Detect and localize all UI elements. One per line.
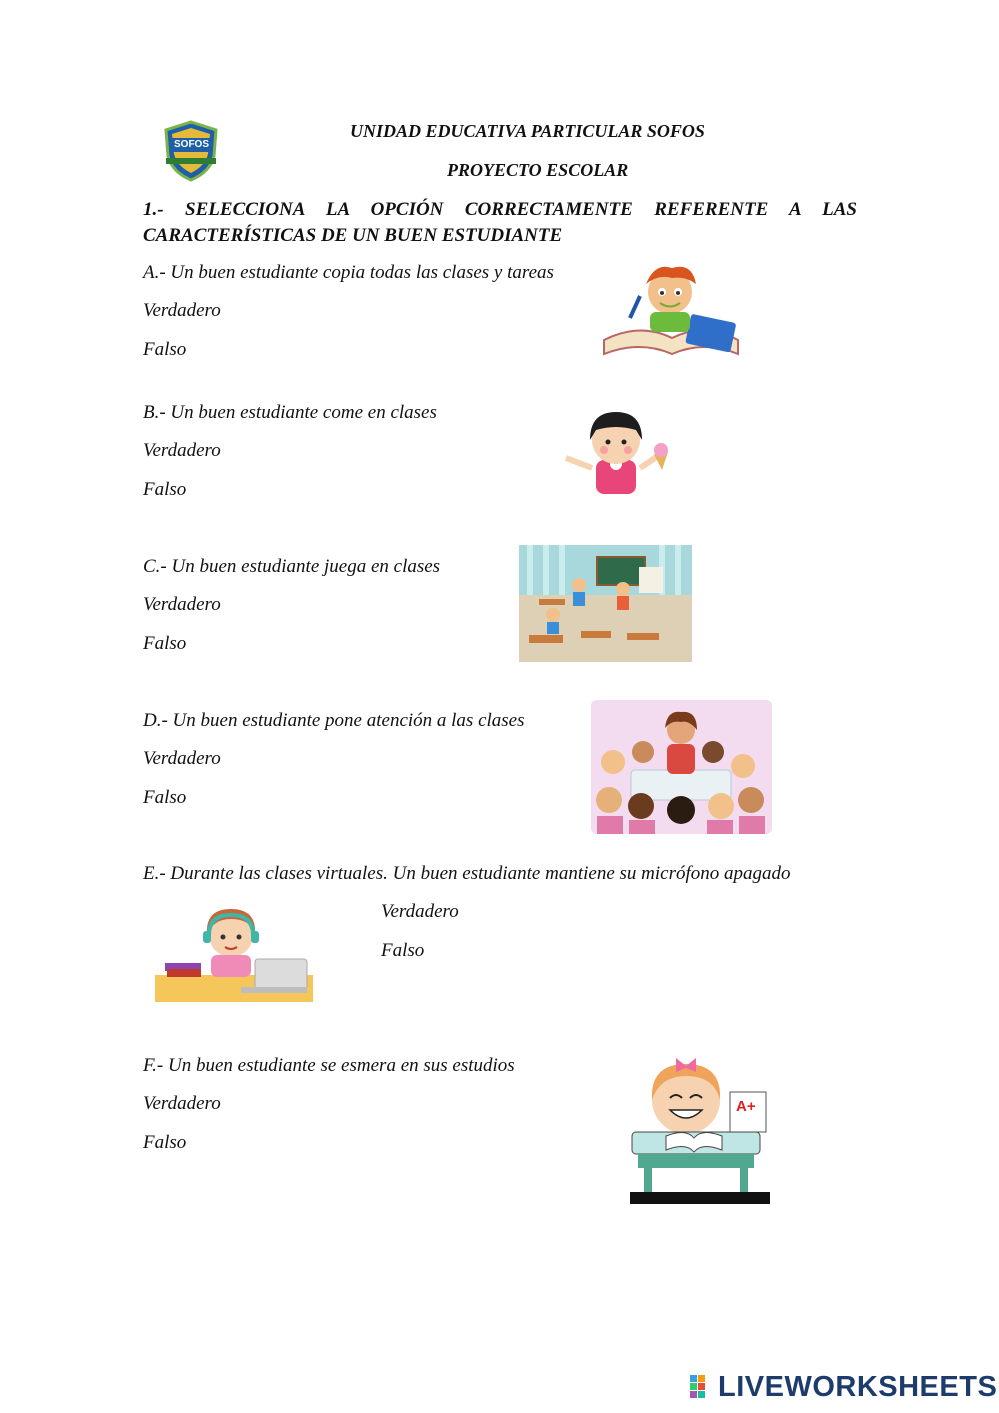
question-d-option-false[interactable]: Falso bbox=[143, 787, 187, 808]
teacher-with-students-illustration bbox=[591, 700, 772, 834]
girl-virtual-class-laptop-illustration bbox=[155, 905, 313, 1002]
question-c-option-true[interactable]: Verdadero bbox=[143, 594, 221, 615]
girl-with-a-plus-grade-illustration bbox=[630, 1052, 770, 1204]
a-plus-grade-text: A+ bbox=[736, 1098, 756, 1115]
question-d: D.- Un buen estudiante pone atención a las clases bbox=[143, 710, 525, 731]
question-b: B.- Un buen estudiante come en clases bbox=[143, 402, 437, 423]
question-a-option-false[interactable]: Falso bbox=[143, 339, 187, 360]
project-title: PROYECTO ESCOLAR bbox=[447, 160, 629, 180]
question-c: C.- Un buen estudiante juega en clases bbox=[143, 556, 441, 577]
boy-writing-book-illustration bbox=[600, 262, 742, 360]
question-e-option-false[interactable]: Falso bbox=[381, 940, 425, 961]
question-f-option-true[interactable]: Verdadero bbox=[143, 1093, 221, 1114]
kids-playing-classroom-illustration bbox=[519, 545, 692, 662]
school-logo bbox=[160, 120, 222, 182]
logo-text: SOFOS bbox=[174, 139, 210, 150]
question-c-option-false[interactable]: Falso bbox=[143, 633, 187, 654]
girl-eating-icecream-illustration bbox=[562, 406, 670, 496]
question-a-option-true[interactable]: Verdadero bbox=[143, 300, 221, 321]
question-f: F.- Un buen estudiante se esmera en sus estudios bbox=[143, 1055, 515, 1076]
instruction-heading: 1.- SELECCIONA LA OPCIÓN CORRECTAMENTE REFERENTE A LAS CARACTERÍSTICAS DE UN BUEN ESTUDIANTE bbox=[143, 199, 857, 246]
liveworksheets-brand bbox=[718, 1371, 997, 1404]
brand-text: LIVEWORKSHEETS bbox=[718, 1371, 998, 1403]
question-b-option-true[interactable]: Verdadero bbox=[143, 440, 221, 461]
question-d-option-true[interactable]: Verdadero bbox=[143, 748, 221, 769]
liveworksheets-logo-icon bbox=[690, 1375, 714, 1399]
question-e-option-true[interactable]: Verdadero bbox=[381, 901, 459, 922]
question-e: E.- Durante las clases virtuales. Un buen estudiante mantiene su micrófono apagado bbox=[143, 863, 791, 884]
question-a: A.- Un buen estudiante copia todas las clases y tareas bbox=[143, 262, 554, 283]
question-f-option-false[interactable]: Falso bbox=[143, 1132, 187, 1153]
school-title: UNIDAD EDUCATIVA PARTICULAR SOFOS bbox=[350, 121, 705, 141]
question-b-option-false[interactable]: Falso bbox=[143, 479, 187, 500]
